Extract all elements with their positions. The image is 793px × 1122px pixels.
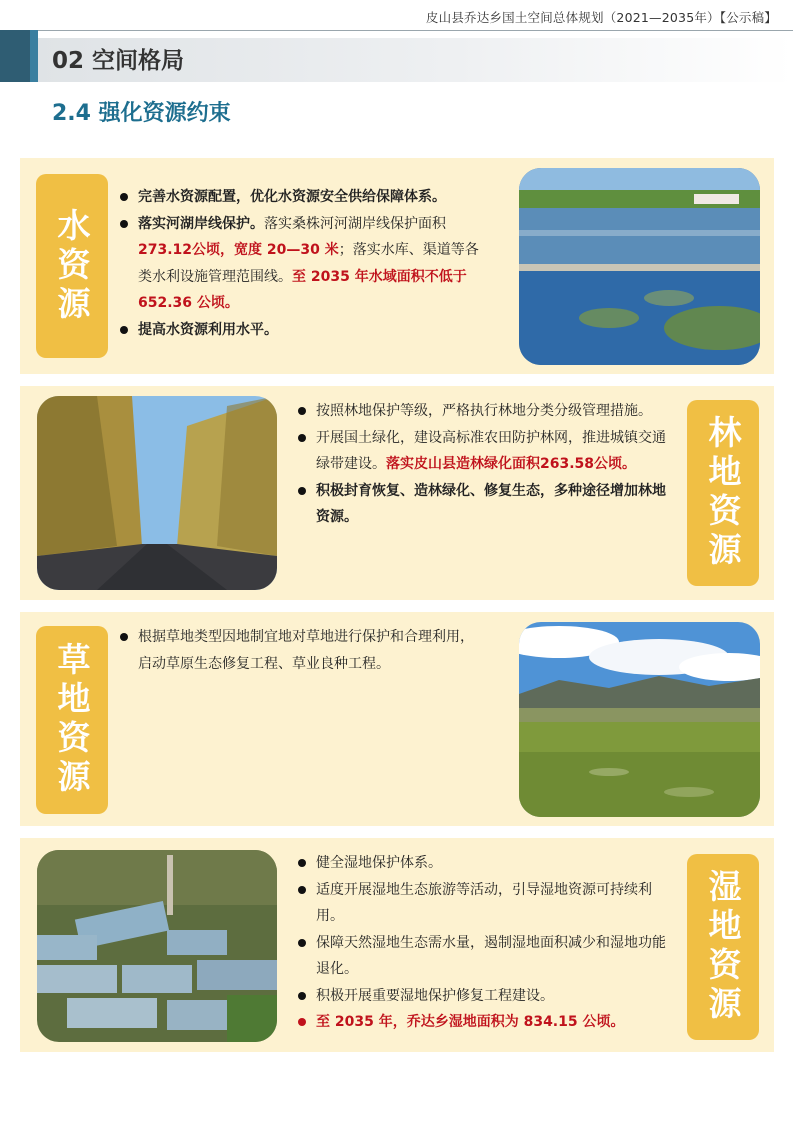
list-item: 开展国土绿化，建设高标准农田防护林网，推进城镇交通绿带建设。落实皮山县造林绿化面积263.58公顷。 [296, 425, 678, 478]
section-title: 02 空间格局 [52, 48, 185, 74]
list-item: 积极封育恢复、造林绿化、修复生态，多种途径增加林地资源。 [296, 478, 678, 531]
list-item: 落实河湖岸线保护。落实桑株河河湖岸线保护面积 273.12公顷，宽度 20—30 米；落实水库、渠道等各类水利设施管理范围线。至 2035 年水域面积不低于 652.36 公顷。 [118, 211, 490, 317]
forest-resource-tag [687, 400, 759, 586]
poplar-road-photo [37, 396, 277, 590]
water-resource-tag [36, 174, 108, 358]
list-item: 根据草地类型因地制宜地对草地进行保护和合理利用，启动草原生态修复工程、草业良种工程。 [118, 624, 474, 677]
river-photo [519, 168, 760, 365]
forest-resource-list [296, 398, 678, 531]
wetland-resource-tag [687, 854, 759, 1040]
list-item: 完善水资源配置，优化水资源安全供给保障体系。 [118, 184, 490, 211]
corner-accent [0, 30, 30, 82]
header-divider [0, 30, 793, 31]
water-resource-list [118, 184, 490, 343]
grassland-resource-tag [36, 626, 108, 814]
list-item: 按照林地保护等级，严格执行林地分类分级管理措施。 [296, 398, 678, 425]
water-resource-tag-label: 水资源 [52, 207, 92, 325]
list-item: 健全湿地保护体系。 [296, 850, 678, 877]
wetland-resource-tag-label: 湿地资源 [703, 869, 743, 1025]
corner-accent-light [30, 30, 38, 82]
subsection-title: 2.4 强化资源约束 [52, 101, 231, 126]
grassland-resource-list [118, 624, 474, 677]
grassland-resource-tag-label: 草地资源 [52, 642, 92, 798]
forest-resource-tag-label: 林地资源 [703, 415, 743, 571]
list-item: 提高水资源利用水平。 [118, 317, 490, 344]
list-item: 积极开展重要湿地保护修复工程建设。 [296, 983, 678, 1010]
grassland-photo [519, 622, 760, 817]
wetland-aerial-photo [37, 850, 277, 1042]
document-header: 皮山县乔达乡国土空间总体规划（2021—2035年）【公示稿】 [425, 10, 777, 25]
list-item: 至 2035 年，乔达乡湿地面积为 834.15 公顷。 [296, 1009, 678, 1036]
list-item: 保障天然湿地生态需水量，遏制湿地面积减少和湿地功能退化。 [296, 930, 678, 983]
list-item: 适度开展湿地生态旅游等活动，引导湿地资源可持续利用。 [296, 877, 678, 930]
wetland-resource-list [296, 850, 678, 1036]
